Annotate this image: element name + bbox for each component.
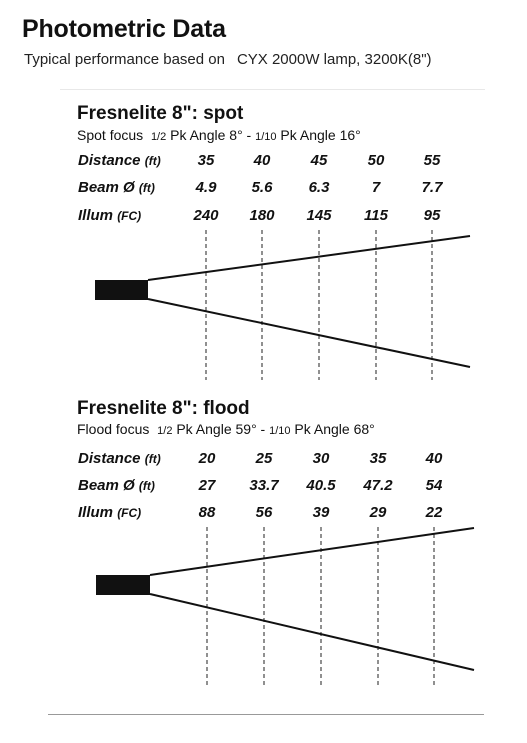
spot-distance-value: 35 [197, 152, 215, 169]
flood-distance-value: 30 [312, 450, 330, 467]
spot-beam-diagram [0, 225, 527, 385]
spot-half-angle: Pk Angle 8° - [170, 127, 252, 143]
spot-illum-value: 180 [249, 207, 275, 224]
flood-beam-unit: (ft) [138, 479, 155, 493]
flood-illum-unit: (FC) [117, 506, 142, 520]
flood-beam-edge-top [150, 528, 474, 575]
spot-beam-value: 6.3 [308, 179, 330, 196]
flood-beam-value: 40.5 [306, 477, 336, 494]
flood-illum-value: 22 [425, 504, 443, 521]
spot-beam-value: 4.9 [195, 179, 217, 196]
spot-distance-value: 50 [367, 152, 385, 169]
flood-illum-value: 29 [369, 504, 387, 521]
flood-illum-value: 56 [255, 504, 273, 521]
spot-illum-label-text: Illum [78, 207, 114, 224]
flood-beam-label-text: Beam Ø [78, 477, 135, 494]
spot-illum-value: 115 [364, 207, 388, 224]
spot-beam-value: 7.7 [421, 179, 443, 196]
flood-distance-value: 25 [255, 450, 273, 467]
flood-distance-value: 40 [425, 450, 443, 467]
lamp-spec: CYX 2000W lamp, 3200K(8") [236, 51, 432, 68]
flood-distance-value: 20 [198, 450, 216, 467]
flood-beam-value: 33.7 [249, 477, 279, 494]
spot-description [77, 127, 361, 143]
spot-illum-value: 95 [423, 207, 441, 224]
page-title: Photometric Data [22, 15, 226, 43]
flood-beam-value: 27 [198, 477, 216, 494]
spot-illum-value: 145 [306, 207, 332, 224]
spot-fixture-body [95, 280, 148, 300]
flood-tenth-fraction: 1/10 [269, 425, 291, 437]
flood-title: Fresnelite 8": flood [77, 398, 250, 419]
spot-half-fraction: 1/2 [150, 131, 167, 143]
flood-description [77, 421, 375, 437]
top-divider [60, 89, 485, 90]
flood-distance-label-text: Distance [78, 450, 141, 467]
spot-illum-label [78, 207, 141, 224]
flood-half-fraction: 1/2 [157, 425, 173, 437]
flood-distance-value: 35 [369, 450, 387, 467]
flood-distance-label [78, 450, 161, 467]
spot-beam-value: 7 [371, 179, 381, 196]
spot-distance-label-text: Distance [78, 152, 141, 169]
flood-half-angle: Pk Angle 59° - [176, 421, 266, 437]
spot-focus: Spot focus [77, 127, 144, 143]
spot-beam-edge-bottom [148, 299, 470, 367]
page-subtitle [24, 51, 432, 68]
spot-distance-value: 40 [253, 152, 271, 169]
spot-beam-unit: (ft) [138, 181, 155, 195]
spot-illum-unit: (FC) [117, 209, 142, 223]
flood-beam-diagram [0, 522, 527, 692]
flood-tenth-angle: Pk Angle 68° [294, 421, 375, 437]
flood-beam-label [78, 477, 155, 494]
subtitle-text: Typical performance based on [24, 51, 225, 68]
spot-distance-label [78, 152, 161, 169]
flood-illum-label-text: Illum [78, 504, 114, 521]
spot-distance-value: 45 [310, 152, 328, 169]
flood-beam-value: 54 [425, 477, 443, 494]
bottom-divider [48, 714, 484, 715]
spot-beam-label [78, 179, 155, 196]
spot-tenth-fraction: 1/10 [255, 131, 277, 143]
flood-beam-value: 47.2 [363, 477, 393, 494]
spot-title: Fresnelite 8": spot [77, 103, 244, 124]
flood-illum-value: 88 [198, 504, 216, 521]
spot-beam-label-text: Beam Ø [78, 179, 135, 196]
flood-distance-unit: (ft) [144, 452, 161, 466]
flood-fixture-body [96, 575, 150, 595]
spot-beam-value: 5.6 [251, 179, 273, 196]
spot-beam-edge-top [148, 236, 470, 280]
spot-distance-unit: (ft) [144, 154, 161, 168]
flood-illum-label [78, 504, 141, 521]
spot-tenth-angle: Pk Angle 16° [280, 127, 361, 143]
flood-illum-value: 39 [312, 504, 330, 521]
flood-focus: Flood focus [77, 421, 150, 437]
spot-distance-value: 55 [423, 152, 441, 169]
flood-beam-edge-bottom [150, 594, 474, 670]
spot-illum-value: 240 [193, 207, 219, 224]
